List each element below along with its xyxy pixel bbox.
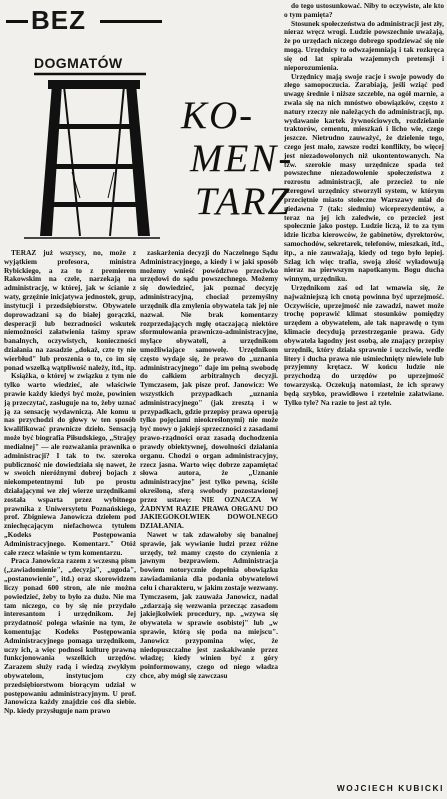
rubric-rule-right [100, 20, 162, 23]
text-column-2 [140, 249, 278, 799]
rubric-dogmatow-label: DOGMATÓW [34, 55, 123, 71]
rubric-bez-label: BEZ [31, 5, 86, 35]
title-line-2: MEN- [190, 137, 294, 180]
article-header [4, 2, 294, 246]
text-column-3 [284, 2, 444, 799]
paragraph: do tego ustosunkować. Niby to oczywiste, ale kto o tym pamięta? [284, 2, 444, 19]
author-byline: WOJCIECH KUBICKI [336, 783, 444, 793]
rubric-block [4, 2, 164, 246]
paragraph: Nawet w tak zdawałoby się banalnej sprawie, jak wywianie ludzi przez różne urzędy, też mamy często do czynienia z jawnym bezprawiem. Administracja bowiem notorycznie dopełnia obowiązku zawiadamiania dla podania obywatelowi celu i charakteru, w jakim zostaje wezwany. Tymczasem, jak zauważa Janowicz, nadal „zdarzają się wezwania przecząc zasadom jakiejkolwiek procedury, np. „wzywa się obywatela w sprawie osobistej" lub „w sprawie, którą się poda na miejscu". Janowicz przypomina więc, że niedopuszczalne jest zaskakiwanie przez władzę; kiedy winien być z góry poinformowany, czego od niego władza chce, aby mógł się zawczasu [140, 530, 278, 680]
paragraph: Praca Janowicza razem z wczesną pism („zawiadomienie", „decyzja", „ugoda", „postanowienie", itd.) oraz skorowidzem liczy ponad 600 stron, ale nie można powiedzieć, żeby to było za dużo. Nie ma tam niczego, co by się nie przydało interesantom i urzędnikom. Jej przydatność polega właśnie na tym, że komentując Kodeks Postępowania Administracyjnego pomaga urzędnikom, uczy ich, a więc podnosi kulturę prawną funkcjonowania wszelkich urzędów. Zarazem służy radą i wiedzą zwykłym obywatelom, instytucjom czy przedsiębiorstwom biorącym udział w postępowaniu administracyjnym. U prof. Janowicza każdy znajdzie coś dla siebie. Np. kiedy przysługuje nam prawo [4, 556, 136, 716]
paragraph: Urzędnikom zaś od lat wmawia się, że najważniejszą ich cnotą powinna być uprzejmość. Oczywiście, uprzejmość nie zawadzi, nawet może trochę poprawić klimat stosunków pomiędzy urzędem a obywatelem, ale tak naprawdę o tym klimacie decydują przestrzeganie prawa. Gdy obywatela łagodny jest osobą, ale znający przepisy urzędnik, który działa sprawnie i uczciwie, wedle litery i ducha prawa nie uśmiechnięty niewiele lub przyjemny krętacz. W końcu ludzie nie przychodzą do urzędów po uprzejmość towarzyską. Oczekują natomiast, że ich sprawy będą szybko, prawidłowo i rzetelnie załatwiane. Tylko tyle? Na razie to jest aż tyle. [284, 283, 444, 407]
title-line-3: TARZ [195, 180, 292, 223]
title-line-1: KO- [181, 94, 255, 137]
paragraph: TERAZ już wszyscy, no, może z wyjątkiem profesora, ministra Rybickiego, a za to z premierem Rakowskim na czele, narzekają na administrację, w której, jak w ścianie z waty, grzęźnie inicjatywa jednostek, grup, instytucji i przedsiębiorstw. Obywatele doprowadzani są do białej gorączki, desperacji lub bezradności wskutek niemożności załatwienia taśmy spraw banalnych, oczywistych, konieczności działania na zasadzie „dokaż, czte ty nie wierbłud" lub proszenia o to, co im się ponad wszelką wątpliwość należy, itd., itp. [4, 249, 136, 372]
paragraph: Książka, o której w związku z tym nie tylko warto wiedzieć, ale właściwie prawie każdy kiedyś być może, powinien ją przeczytać, zasługuje na to, żeby uznać ją za sensację wydawniczą. Ale komu u nas przychodzi do głowy w ten sposób kwalifikować prawnicze dzieło. Sensacją może być biografia Piłsudskiego, „Strajęy medialnej" — ale rozważania prawnika o administracji? I tak to tw. szeroka publiczność nie dowiedziała się nawet, że w swoich nieróżnymi dobrej bojach z niekompetentnymi lub po prostu działającymi we złej wierze urzędnikami została wsparta przez wybitnego prawnika z Uniwersytetu Poznańskiego, prof. Zbigniewa Janowicza dziełem pod zniechęcającym niefachowca tytułem „Kodeks Postępowania Administracyjnego. Komentarz." Otóż całe rzecz właśnie w tym komentarzu. [4, 371, 136, 557]
paragraph: zaskarżenia decyzji do Naczelnego Sądu Administracyjnego, a kiedy i w jaki sposób możemy wnieść powództwo przeciwko urzędowi do sądu powszechnego. Możemy się dowiedzieć, jak poznać decyzję administracyjną, chociaż przemyślny urzędnik dla zmylenia obywatela tak jej nie nazwał. Nie brak komentarzy rozprzedających mgłę otaczającą niektóre sformułowania prawniczo-administracyjne, mylące obywateli, a urzędnikom umożliwiające samowolę. Urzędnikom często wydaje się, że prawo do „uznania administracyjnego" daje im pełną swobodę do całkiem arbitralnych decyzji. Tymczasem, jak pisze prof. Janowicz: We wszystkich przypadkach „uznania administracyjnego" (jak zresztą i w przypadkach, gdzie przepisy prawa operują tylko pojęciami nieokreślonymi) nie może być mowy o jakiejś sprzeczności z zasadami prawo-rządności oraz zasadą dochodzenia prawdy obiektywnej, dowolności działania organu. Chodzi o organ administracyjny, rzecz jasna. Warto więc dobrze zapamiętać słowa autora, że „Uznanie administracyjne" jest tylko pewną, ściśle określoną, sferą swobody pozostawionej przez ustawę: NIE OZNACZA W ŻADNYM RAZIE PRAWA ORGANU DO JAKIEGOKOLWIEK DOWOLNEGO DZIAŁANIA. [140, 249, 278, 531]
paragraph: Stosunek społeczeństwa do administracji jest zły, nieraz wręcz wrogi. Ludzie powszechnie uważają, że po urzędach niczego dobrego spodziewać się nie mogą. Urzędnicy to odwzajemniają i tak rozkręca się od lat spirala wzajemnych pretensji i nieporozumienia. [284, 18, 444, 72]
article-title [176, 94, 294, 223]
text-column-1 [4, 249, 136, 797]
rubric-rule-left [6, 20, 28, 23]
stepladder-icon [14, 72, 164, 240]
paragraph: Urzędnicy mają swoje racje i swoje powody do złego samopoczucia. Zarabiają, jeśli wziąć pod uwagę średnie i niższe szczeble, na ogół marnie, a zwala się na nich mnóstwo obowiązków, często z natury rzeczy nie należących do administracji, np. wydawanie kartek żywnościowych, rozdzielanie traktorów, cementu, mieszkań i licho wie, czego jeszcze. Nietrudno zauważyć, że dzielenie tego, czego jest mało, zawsze rodzi konflikty, bo więcej jest niezadowolonych niż ukontentowanych. Na tzw. szerokie masy urzędnicze spada też powszechne niezadowolenie społeczeństwa z rozrostu administracji, ale przecież to nie szeregowi urzędnicy stworzyli system, w którym przeciętnie miasto stołeczne Warszawy miał do niedawna 7 (tak: siedmiu) wiceprezydentów, a teraz na jej ich zaledwie, co przecież jest społecznie jako postęp. Ludzie liczą, iż to za tym idzie liczba kierowców, że gabinetów, dyrektorów, samochodów, sekretarek, telefonów, mieszkań, itd., itp., a nie zauważają, kiedy od tego było lepiej. Szlag ich więc trafia, swoją złość wyładowują nieraz na pierwszym napotkanym. Bogu ducha winnym, urzędniku. [284, 71, 444, 284]
